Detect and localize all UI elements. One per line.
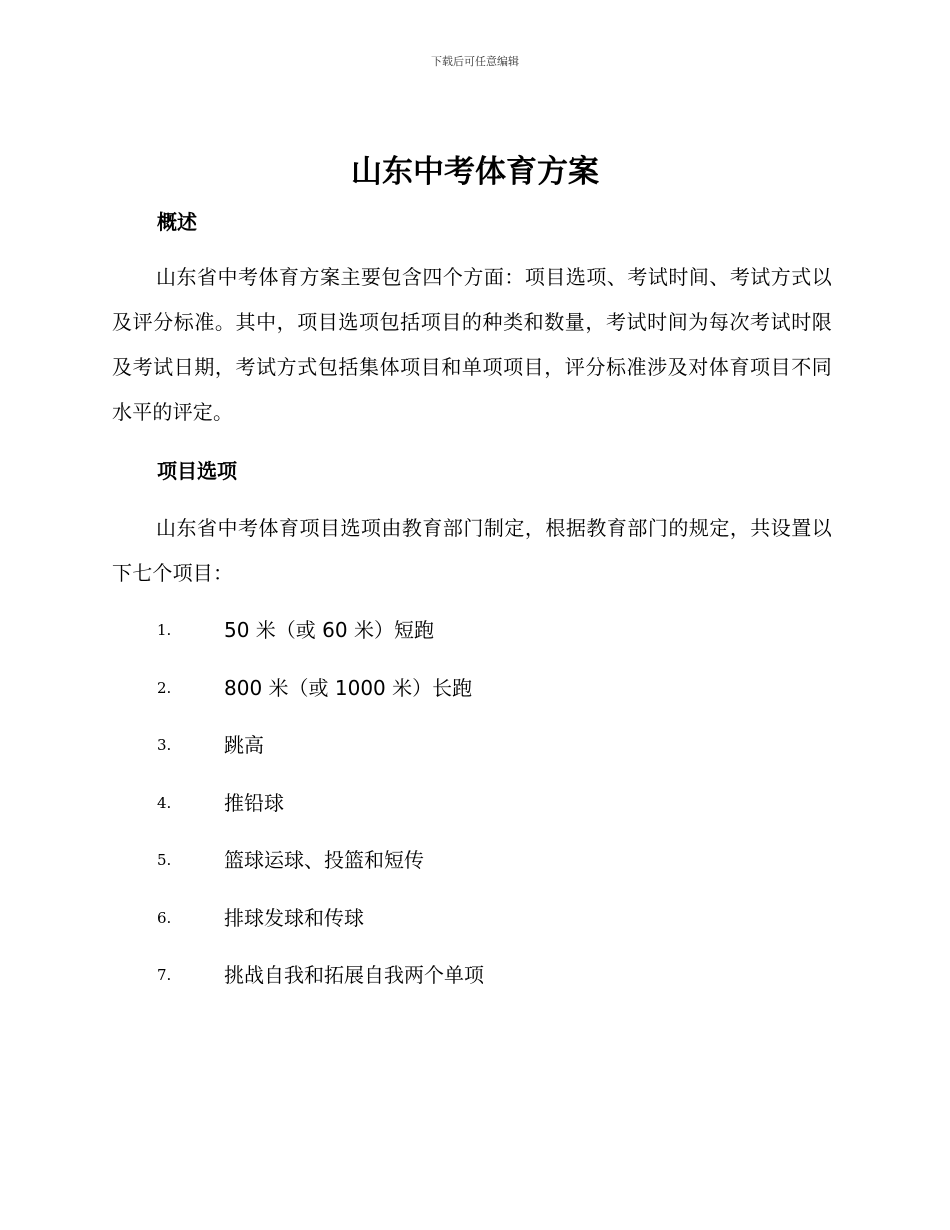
list-item xyxy=(0,781,950,839)
list-item-text: 排球发球和传球 xyxy=(224,905,364,930)
list-item xyxy=(0,608,950,666)
list-item-number: 6. xyxy=(157,908,172,927)
list-item-number: 7. xyxy=(157,966,172,984)
list-item xyxy=(0,953,950,1011)
overview-paragraph: 山东省中考体育方案主要包含四个方面：项目选项、考试时间、考试方式以及评分标准。其中，项目选项包括项目的种类和数量，考试时间为每次考试时限及考试日期，考试方式包括集体项目和单项项目，评分标准涉及对体育项目不同水平的评定。 xyxy=(112,265,832,424)
list-item xyxy=(0,666,950,724)
list-item-text: 挑战自我和拓展自我两个单项 xyxy=(224,963,484,987)
project-list xyxy=(0,608,950,1011)
list-item-number: 4. xyxy=(157,793,172,812)
list-item-text: 跳高 xyxy=(224,733,264,757)
list-item-text: 推铅球 xyxy=(224,790,284,815)
section-heading-overview: 概述 xyxy=(157,210,197,234)
list-item-number: 3. xyxy=(157,736,172,754)
list-item-text: 800 米（或 1000 米）长跑 xyxy=(224,675,473,700)
list-item-text: 篮球运球、投篮和短传 xyxy=(224,848,424,872)
section-heading-options: 项目选项 xyxy=(157,459,237,483)
list-item xyxy=(0,896,950,954)
list-item-number: 2. xyxy=(157,678,172,697)
list-item-number: 5. xyxy=(157,851,172,869)
list-item xyxy=(0,838,950,896)
page-title: 山东中考体育方案 xyxy=(351,154,599,190)
list-item-text: 50 米（或 60 米）短跑 xyxy=(224,618,434,642)
list-item xyxy=(0,723,950,781)
header-note: 下载后可任意编辑 xyxy=(431,55,519,68)
list-item-number: 1. xyxy=(157,621,172,639)
options-paragraph: 山东省中考体育项目选项由教育部门制定，根据教育部门的规定，共设置以下七个项目： xyxy=(112,516,832,585)
